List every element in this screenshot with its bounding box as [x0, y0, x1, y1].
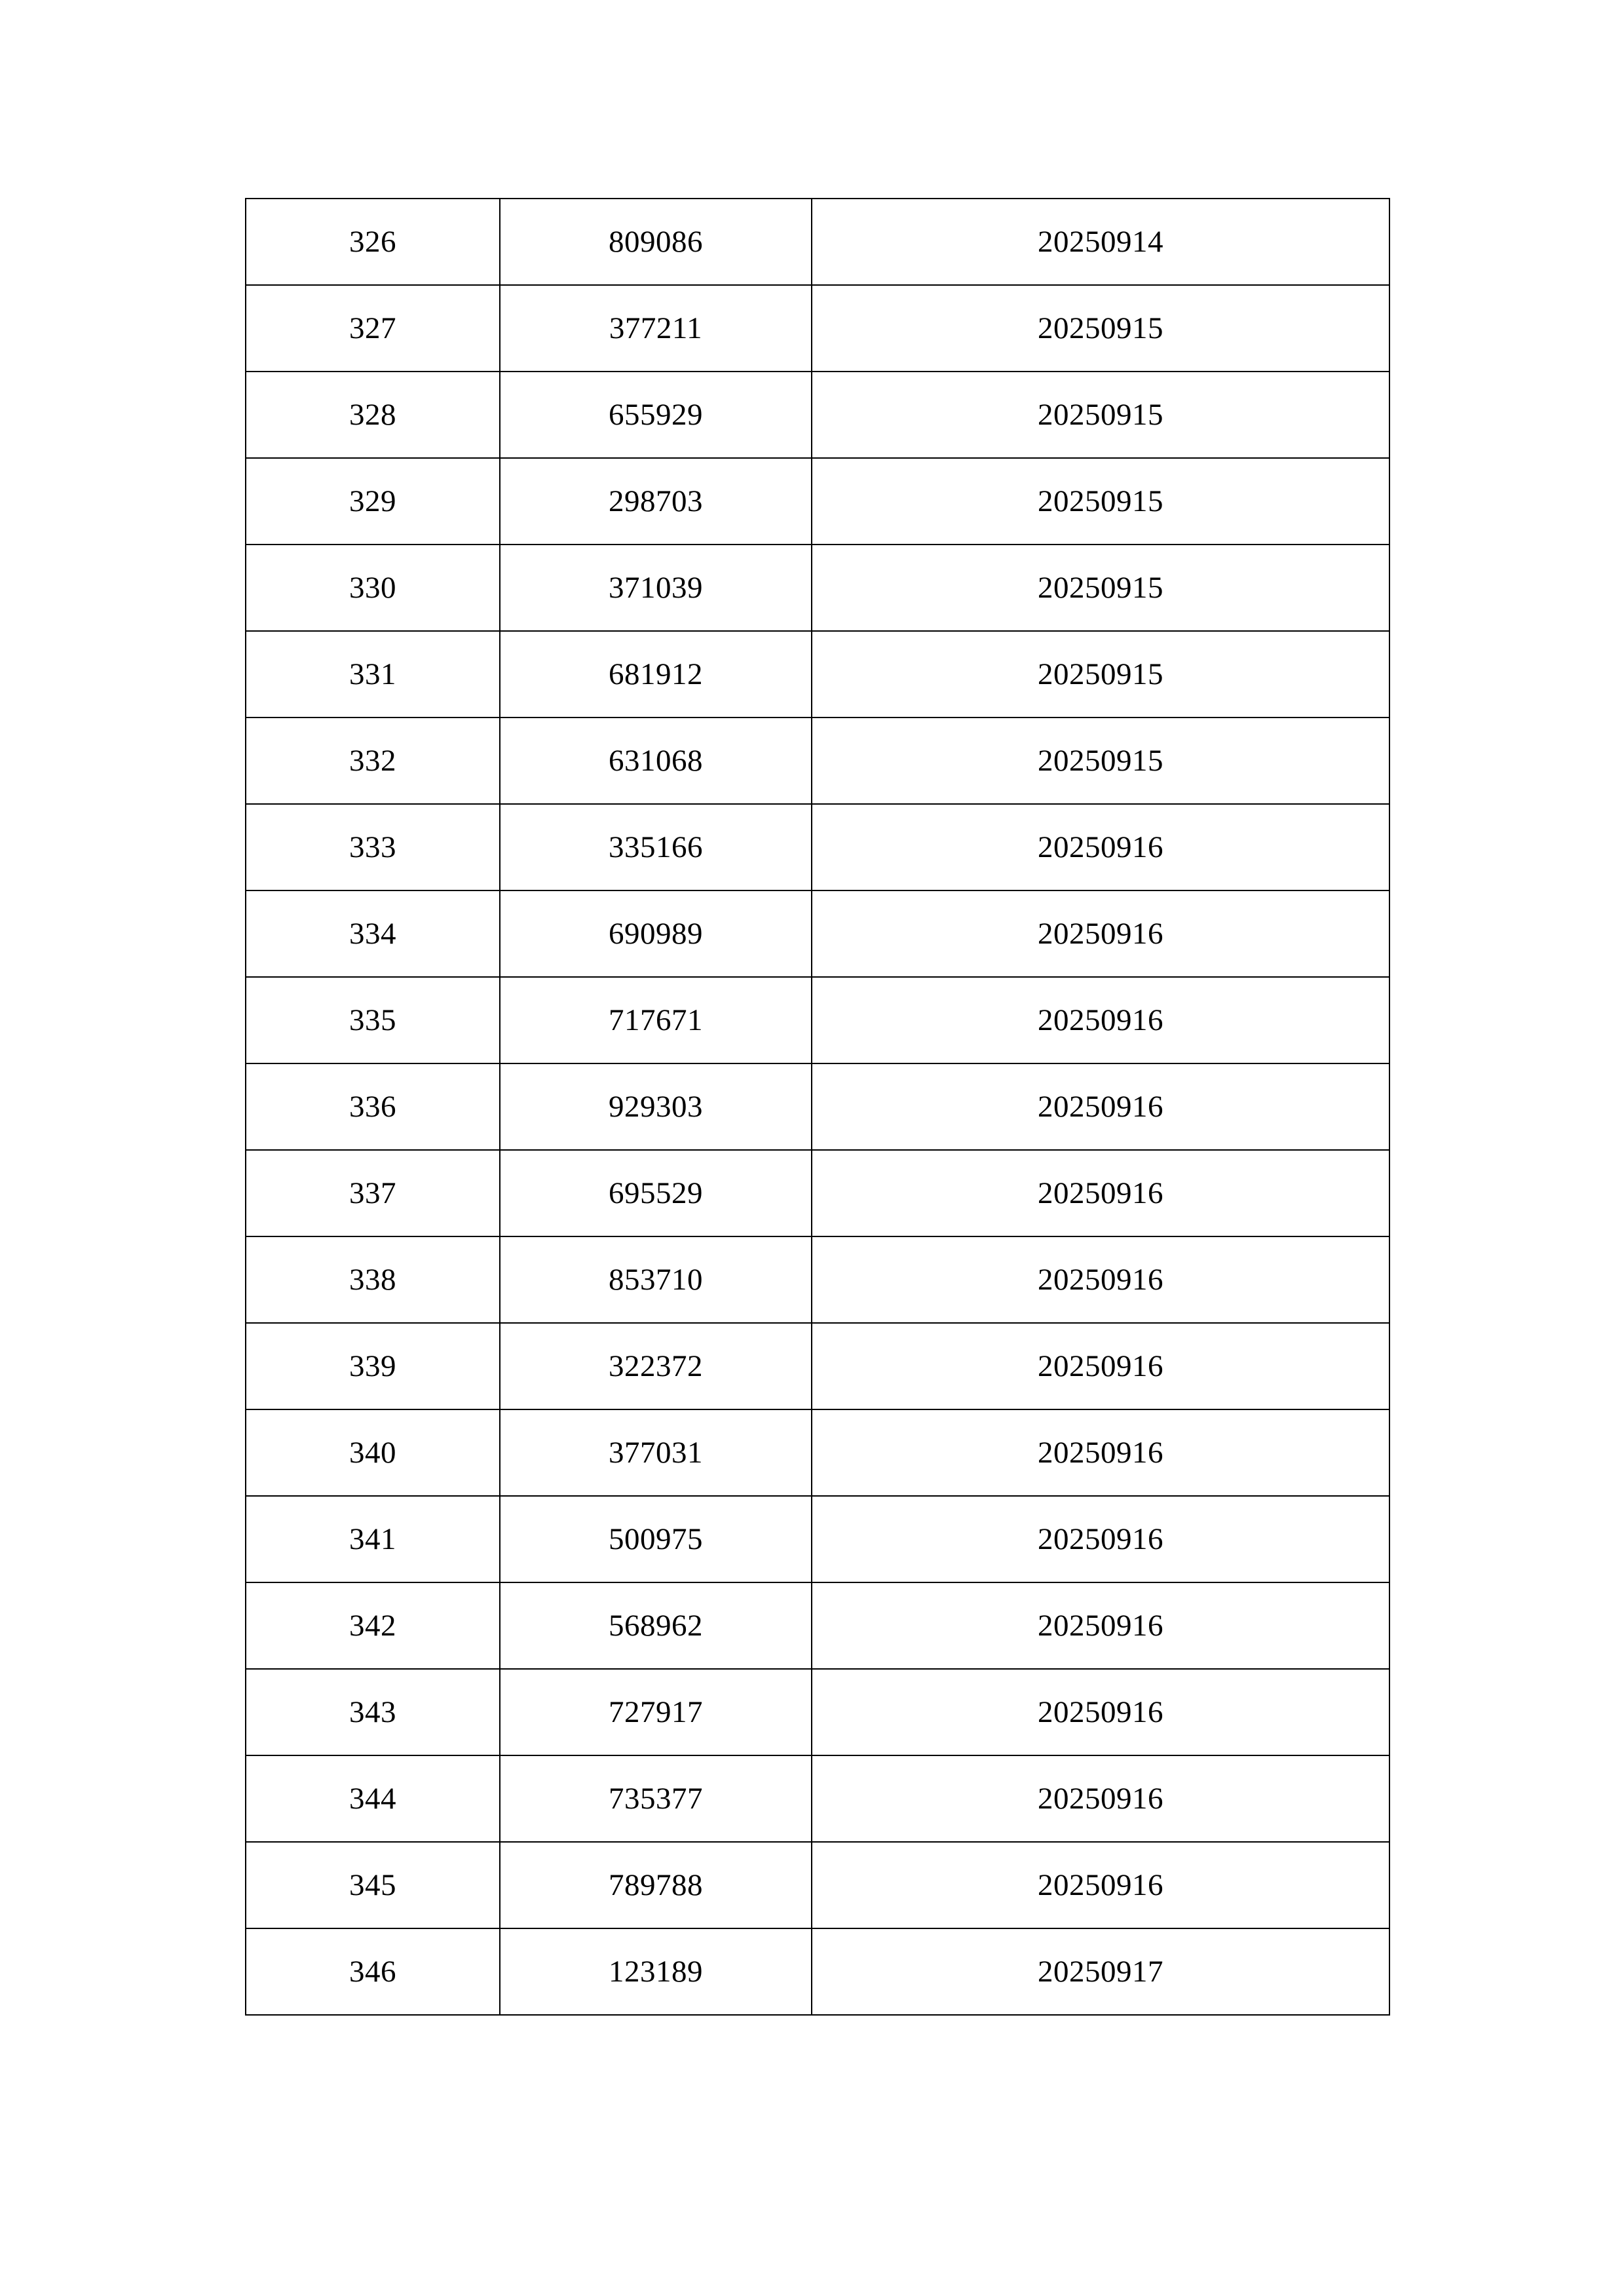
code-cell: 298703	[500, 458, 812, 545]
seq-cell: 328	[246, 372, 500, 458]
table-row	[246, 199, 1389, 285]
code-cell: 695529	[500, 1150, 812, 1236]
table-row	[246, 1323, 1389, 1409]
seq-cell: 329	[246, 458, 500, 545]
code-cell: 681912	[500, 631, 812, 718]
records-table-body	[246, 199, 1389, 2015]
code-cell: 853710	[500, 1236, 812, 1323]
table-row	[246, 285, 1389, 372]
seq-cell: 342	[246, 1582, 500, 1669]
date-cell: 20250916	[812, 977, 1389, 1063]
seq-cell: 341	[246, 1496, 500, 1582]
seq-cell: 334	[246, 890, 500, 977]
code-cell: 377031	[500, 1409, 812, 1496]
date-cell: 20250916	[812, 1236, 1389, 1323]
date-cell: 20250917	[812, 1928, 1389, 2015]
table-row	[246, 1150, 1389, 1236]
code-cell: 727917	[500, 1669, 812, 1755]
date-cell: 20250916	[812, 1582, 1389, 1669]
date-cell: 20250916	[812, 1755, 1389, 1842]
seq-cell: 332	[246, 718, 500, 804]
date-cell: 20250916	[812, 890, 1389, 977]
table-row	[246, 1236, 1389, 1323]
seq-cell: 336	[246, 1063, 500, 1150]
table-row	[246, 458, 1389, 545]
table-row	[246, 718, 1389, 804]
seq-cell: 338	[246, 1236, 500, 1323]
code-cell: 655929	[500, 372, 812, 458]
table-row	[246, 1842, 1389, 1928]
date-cell: 20250916	[812, 1842, 1389, 1928]
date-cell: 20250916	[812, 804, 1389, 890]
date-cell: 20250915	[812, 285, 1389, 372]
seq-cell: 339	[246, 1323, 500, 1409]
table-row	[246, 890, 1389, 977]
code-cell: 123189	[500, 1928, 812, 2015]
code-cell: 717671	[500, 977, 812, 1063]
seq-cell: 330	[246, 545, 500, 631]
code-cell: 568962	[500, 1582, 812, 1669]
seq-cell: 327	[246, 285, 500, 372]
date-cell: 20250915	[812, 545, 1389, 631]
code-cell: 929303	[500, 1063, 812, 1150]
table-row	[246, 545, 1389, 631]
table-row	[246, 1582, 1389, 1669]
date-cell: 20250915	[812, 372, 1389, 458]
table-row	[246, 1755, 1389, 1842]
seq-cell: 335	[246, 977, 500, 1063]
seq-cell: 333	[246, 804, 500, 890]
seq-cell: 343	[246, 1669, 500, 1755]
date-cell: 20250916	[812, 1496, 1389, 1582]
table-row	[246, 1669, 1389, 1755]
date-cell: 20250916	[812, 1323, 1389, 1409]
seq-cell: 326	[246, 199, 500, 285]
date-cell: 20250915	[812, 458, 1389, 545]
code-cell: 809086	[500, 199, 812, 285]
code-cell: 377211	[500, 285, 812, 372]
code-cell: 735377	[500, 1755, 812, 1842]
table-row	[246, 804, 1389, 890]
date-cell: 20250916	[812, 1669, 1389, 1755]
date-cell: 20250916	[812, 1150, 1389, 1236]
seq-cell: 346	[246, 1928, 500, 2015]
seq-cell: 344	[246, 1755, 500, 1842]
table-row	[246, 372, 1389, 458]
table-row	[246, 1409, 1389, 1496]
seq-cell: 340	[246, 1409, 500, 1496]
date-cell: 20250914	[812, 199, 1389, 285]
code-cell: 322372	[500, 1323, 812, 1409]
date-cell: 20250916	[812, 1063, 1389, 1150]
code-cell: 690989	[500, 890, 812, 977]
code-cell: 631068	[500, 718, 812, 804]
seq-cell: 331	[246, 631, 500, 718]
table-row	[246, 631, 1389, 718]
table-row	[246, 1928, 1389, 2015]
date-cell: 20250916	[812, 1409, 1389, 1496]
table-row	[246, 977, 1389, 1063]
records-table	[245, 198, 1390, 2016]
code-cell: 789788	[500, 1842, 812, 1928]
code-cell: 500975	[500, 1496, 812, 1582]
table-row	[246, 1063, 1389, 1150]
seq-cell: 345	[246, 1842, 500, 1928]
date-cell: 20250915	[812, 631, 1389, 718]
code-cell: 335166	[500, 804, 812, 890]
code-cell: 371039	[500, 545, 812, 631]
seq-cell: 337	[246, 1150, 500, 1236]
date-cell: 20250915	[812, 718, 1389, 804]
table-row	[246, 1496, 1389, 1582]
